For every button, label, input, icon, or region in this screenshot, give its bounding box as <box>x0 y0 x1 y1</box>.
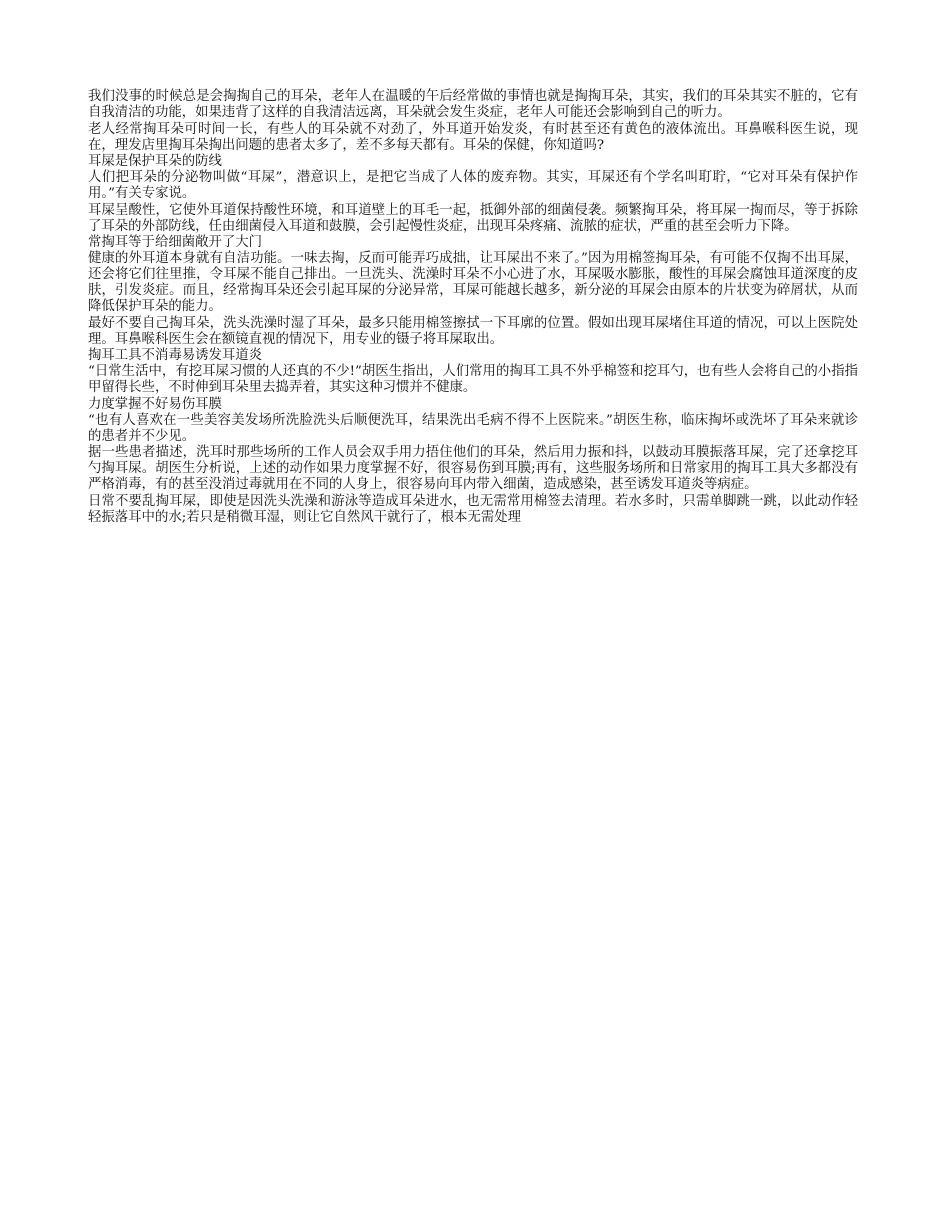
body-paragraph: 人们把耳朵的分泌物叫做“耳屎”，潜意识上，是把它当成了人体的废弃物。其实，耳屎还有个学名叫耵聍，“它对耳朵有保护作用。”有关专家说。 <box>88 170 858 201</box>
body-paragraph: 健康的外耳道本身就有自洁功能。一味去掏，反而可能弄巧成拙，让耳屎出不来了。”因为用棉签掏耳朵，有可能不仅掏不出耳屎，还会将它们往里推，令耳屎不能自己排出。一旦洗头、洗澡时耳朵不小心进了水，耳屎吸水膨胀，酸性的耳屎会腐蚀耳道深度的皮肤，引发炎症。而且，经常掏耳朵还会引起耳屎的分泌异常，耳屎可能越长越多，新分泌的耳屎会由原本的片状变为碎屑状，从而降低保护耳朵的能力。 <box>88 251 858 314</box>
body-paragraph: 日常不要乱掏耳屎，即使是因洗头洗澡和游泳等造成耳朵进水，也无需常用棉签去清理。若水多时，只需单脚跳一跳，以此动作轻轻振落耳中的水;若只是稍微耳湿，则让它自然风干就行了，根本无需处理 <box>88 493 858 525</box>
intro-paragraph: 我们没事的时候总是会掏掏自己的耳朵，老年人在温暖的午后经常做的事情也就是掏掏耳朵，其实，我们的耳朵其实不脏的，它有自我清洁的功能，如果违背了这样的自我清洁远离，耳朵就会发生炎症，老年人可能还会影响到自己的听力。 <box>88 89 858 120</box>
section-heading: 耳屎是保护耳朵的防线 <box>88 154 222 169</box>
body-paragraph: 据一些患者描述，洗耳时那些场所的工作人员会双手用力捂住他们的耳朵，然后用力振和抖，以鼓动耳膜振落耳屎，完了还拿挖耳勺掏耳屎。胡医生分析说，上述的动作如果力度掌握不好，很容易伤到耳膜;再有，这些服务场所和日常家用的掏耳工具大多都没有严格消毒，有的甚至没消过毒就用在不同的人身上，很容易向耳内带入细菌，造成感染，甚至诱发耳道炎等病症。 <box>88 445 858 492</box>
body-paragraph: 耳屎呈酸性，它使外耳道保持酸性环境，和耳道壁上的耳毛一起，抵御外部的细菌侵袭。频繁掏耳朵，将耳屎一掏而尽，等于拆除了耳朵的外部防线，任由细菌侵入耳道和鼓膜，会引起慢性炎症，出现耳朵疼痛、流脓的症状，严重的甚至会听力下降。 <box>88 202 858 234</box>
body-paragraph: “日常生活中，有挖耳屎习惯的人还真的不少!”胡医生指出，人们常用的掏耳工具不外乎棉签和挖耳勺，也有些人会将自己的小指指甲留得长些，不时伸到耳朵里去捣弄着，其实这种习惯并不健康。 <box>88 364 858 395</box>
section-heading: 常掏耳等于给细菌敞开了大门 <box>88 235 263 250</box>
intro-paragraph: 老人经常掏耳朵可时间一长，有些人的耳朵就不对劲了，外耳道开始发炎，有时甚至还有黄色的液体流出。耳鼻喉科医生说，现在，理发店里掏耳朵掏出问题的患者太多了，差不多每天都有。耳朵的保健，你知道吗? <box>88 121 858 153</box>
article-body <box>88 89 858 526</box>
body-paragraph: “也有人喜欢在一些美容美发场所洗脸洗头后顺便洗耳，结果洗出毛病不得不上医院来。”胡医生称，临床掏坏或洗坏了耳朵来就诊的患者并不少见。 <box>88 412 858 444</box>
body-paragraph: 最好不要自己掏耳朵，洗头洗澡时湿了耳朵，最多只能用棉签擦拭一下耳廓的位置。假如出现耳屎堵住耳道的情况，可以上医院处理。耳鼻喉科医生会在额镜直视的情况下，用专业的镊子将耳屎取出。 <box>88 315 858 347</box>
section-heading: 掏耳工具不消毒易诱发耳道炎 <box>88 348 263 363</box>
section-heading: 力度掌握不好易伤耳膜 <box>88 396 222 412</box>
